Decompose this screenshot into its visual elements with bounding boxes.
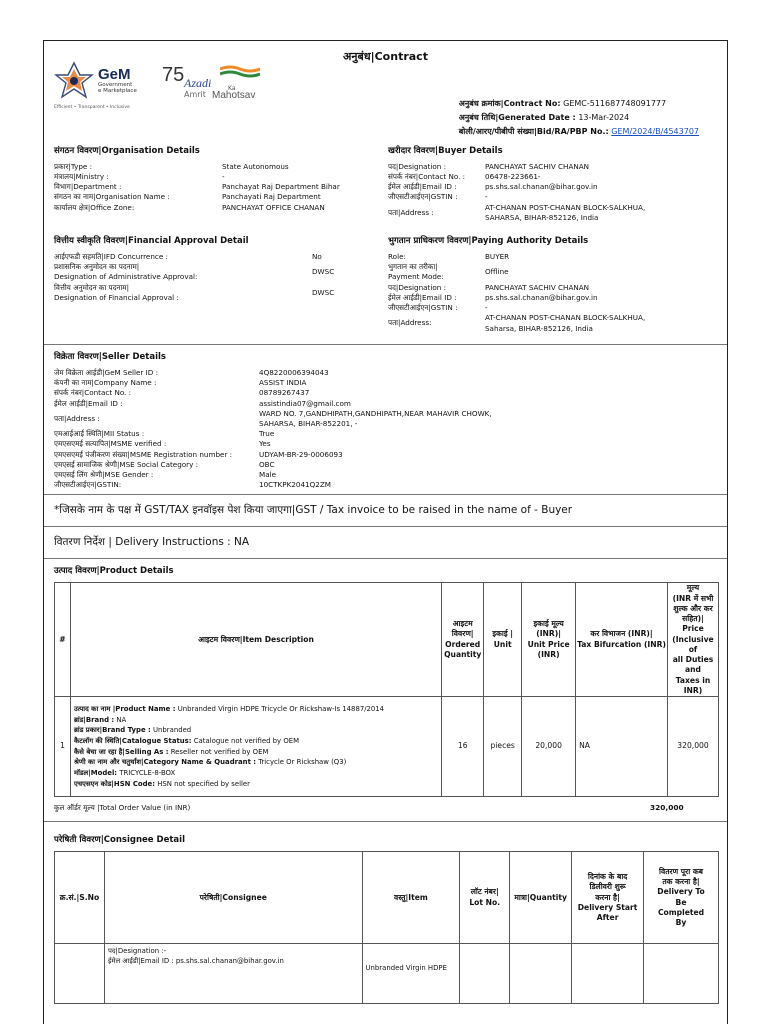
- table-row: पद|Designation :- ईमेल आईडी|Email ID : ps.shs.sal.chanan@bihar.gov.in Unbranded Virgin HDPE: [55, 944, 719, 1004]
- gem-tagline: Efficient • Transparent • Inclusive: [54, 104, 130, 110]
- buyer-details: खरीदार विवरण|Buyer Details पद|Designation : PANCHAYAT SACHIV CHANAN संपर्क नंबर|Contact No. : 06478-223661- ईमेल आईडी|Email ID : ps.shs.sal.chanan@bihar.gov.in जीएसटीआईएन|GSTIN : - पता|Address : AT-CHANAN POST-CHANAN BLOCK-SALKHUA, SAHARSA, BIHAR-852126, India: [388, 145, 646, 222]
- azadi-logo: 75 Azadi Ka Amrit Mahotsav: [162, 61, 262, 103]
- product-table: [54, 582, 719, 797]
- consignee-section-title: परेषिती विवरण|Consignee Detail: [54, 835, 185, 846]
- gem-logo: [54, 61, 264, 113]
- contract-info: अनुबंध क्रमांक|Contract No: GEMC-511687748091777 अनुबंध तिथि|Generated Date : 13-Mar-2024 बोली/आरए/पीबीपी संख्या|Bid/RA/PBP No.: GEM/2024/B/4543707: [458, 98, 699, 136]
- product-table-header: # आइटम विवरण|Item Description आइटम विवरण| Ordered Quantity इकाई | Unit इकाई मूल्य (INR)| Unit Price (INR) कर विभाजन (INR)| Tax Bifurcation (INR) मूल्य (INR में सभी शुल्क और कर सहित)| Price (Inclusive of all Duties and Taxes in INR): [55, 583, 719, 697]
- header: [44, 65, 727, 139]
- item-description: उत्पाद का नाम |Product Name : Unbranded Virgin HDPE Tricycle Or Rickshaw-Is 14887/2014 ब्रांड|Brand : NA ब्रांड प्रकार|Brand Type : Unbranded कैटलॉग की स्थिति|Catalogue Status: Catalogue not verified by OEM कैसे बेचा जा रहा है|Selling As : Reseller not verified by OEM श्रेणी का नाम और चतुर्थांश|Category Name & Quadrant : Tricycle Or Rickshaw (Q3) मॉडल|Model: TRICYCLE-8-BOX एचएसएन कोड|HSN Code: HSN not specified by seller: [70, 697, 441, 797]
- flag-wave-icon: [220, 65, 260, 79]
- table-row: 1 उत्पाद का नाम |Product Name : Unbranded Virgin HDPE Tricycle Or Rickshaw-Is 14887/2014 ब्रांड|Brand : NA ब्रांड प्रकार|Brand Type : Unbranded कैटलॉग की स्थिति|Catalogue Status: Catalogue not verified by OEM कैसे बेचा जा रहा है|Selling As : Reseller not verified by OEM श्रेणी का नाम और चतुर्थांश|Category Name & Quadrant : Tricycle Or Rickshaw (Q3) मॉडल|Model: TRICYCLE-8-BOX एचएसएन कोड|HSN Code: HSN not specified by seller 16 pieces 20,000 NA 320,000: [55, 697, 719, 797]
- product-section-title: उत्पाद विवरण|Product Details: [54, 566, 174, 577]
- generated-date: 13-Mar-2024: [578, 112, 630, 122]
- organisation-details: संगठन विवरण|Organisation Details प्रकार|Type : State Autonomous मंत्रालय|Ministry : - विभाग|Department : Panchayat Raj Department Bihar संगठन का नाम|Organisation Name : Panchayati Raj Department कार्यालय क्षेत्र|Office Zone: PANCHAYAT OFFICE CHANAN: [54, 145, 340, 212]
- gem-subtitle: Government e Marketplace: [98, 81, 137, 94]
- consignee-table: [54, 851, 719, 1004]
- contract-number: GEMC-511687748091777: [563, 98, 667, 108]
- consignee-table-header: क्र.सं.|S.No परेषिती|Consignee वस्तु|Item लॉट नंबर| Lot No. मात्रा|Quantity दिनांक के बाद डिलीवरी शुरू करना है| Delivery Start After वितरण पूरा कब तक करना है| Delivery To Be Completed By: [55, 852, 719, 944]
- gem-emblem-icon: [54, 61, 94, 101]
- page-title: अनुबंध|Contract: [343, 50, 428, 63]
- bid-number-link[interactable]: GEM/2024/B/4543707: [611, 126, 699, 136]
- contract-page: [43, 40, 728, 1024]
- total-order-value: कुल ऑर्डर मूल्य |Total Order Value (in INR) 320,000: [54, 802, 684, 812]
- paying-authority: भुगतान प्राधिकरण विवरण|Paying Authority Details Role: BUYER भुगतान का तरीका| Payment Mode: Offline पद|Designation : PANCHAYAT SACHIV CHANAN ईमेल आईडी|Email ID : ps.shs.sal.chanan@bihar.gov.in जीएसटीआईएन|GSTIN : - पता|Address: AT-CHANAN POST-CHANAN BLOCK-SALKHUA, Saharsa, BIHAR-852126, India: [388, 235, 646, 333]
- financial-approval: वित्तीय स्वीकृति विवरण|Financial Approval Detail आईएफडी सहमति|IFD Concurrence : No प्रशासनिक अनुमोदन का पदनाम| Designation of Administrative Approval: DWSC वित्तीय अनुमोदन का पदनाम| Designation of Financial Approval : DWSC: [54, 235, 335, 302]
- org-buyer-section: [44, 139, 727, 223]
- delivery-instructions: वितरण निर्देश | Delivery Instructions : NA: [54, 536, 250, 549]
- seller-details: विक्रेता विवरण|Seller Details जेम विक्रेता आईडी|GeM Seller ID : 4Q8220006394043 कंपनी का नाम|Company Name : ASSIST INDIA संपर्क नंबर|Contact No. : 08789267437 ईमेल आईडी|Email ID : assistindia07@gmail.com पता|Address : WARD NO. 7,GANDHIPATH,GANDHIPATH,NEAR MAHAVIR CHOWK, SAHARSA, BIHAR-852201, - एमआईआई स्थिति|MII Status : True एमएसएमई सत्यापित|MSME verified : Yes एमएसएमई पंजीकरण संख्या|MSME Registration number : UDYAM-BR-29-0006093 एमएसई सामाजिक श्रेणी|MSE Social Category : OBC एमएसई लिंग श्रेणी|MSE Gender : Male जीएसटीआईएन|GSTIN: 10CTKPK2041Q2ZM: [54, 351, 492, 490]
- fin-pay-section: [44, 229, 727, 334]
- gem-wordmark: GeM: [98, 65, 131, 83]
- gst-invoice-line: *जिसके नाम के पक्ष में GST/TAX इनवॉइस पेश किया जाएगा|GST / Tax invoice to be raised in the name of - Buyer: [54, 504, 573, 517]
